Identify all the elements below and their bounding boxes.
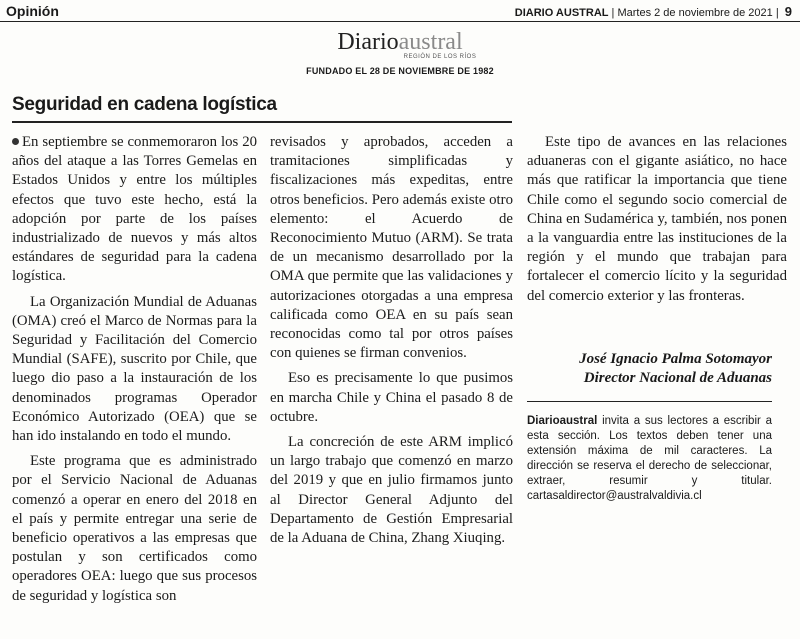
publication-date: | Martes 2 de noviembre de 2021 |	[611, 7, 779, 19]
page-header	[0, 0, 800, 22]
masthead	[290, 30, 510, 76]
publication-name: DIARIO AUSTRAL	[514, 7, 609, 19]
paragraph: Eso es precisamente lo que pusimos en marcha Chile y China el pasado 8 de octubre.	[270, 370, 513, 425]
paragraph: Este tipo de avances en las relaciones aduaneras con el gigante asiático, no hace más que ratificar la importancia que tiene Chile como el segundo socio comercial de China en Sudamérica y, también, nos ponen a la vanguardia entre las instituciones de la región y el mundo que trabajan para fortalecer el comercio lícito y la seguridad del comercio exterior y las fronteras.	[527, 134, 787, 304]
masthead-founded: FUNDADO EL 28 DE NOVIEMBRE DE 1982	[306, 66, 494, 76]
article-column-2	[270, 133, 513, 554]
author-signature	[527, 350, 772, 388]
page-number: 9	[784, 4, 792, 19]
masthead-logo	[290, 30, 510, 54]
bullet-icon	[12, 138, 19, 145]
article-column-1	[12, 133, 257, 612]
author-name: José Ignacio Palma Sotomayor	[579, 351, 772, 367]
letters-infobox	[527, 414, 772, 504]
author-role: Director Nacional de Aduanas	[583, 370, 772, 386]
paragraph: Este programa que es administrado por el Servicio Nacional de Aduanas comenzó a operar en enero del 2018 en el país y permite entregar una serie de beneficio operativos a las empresas que postulan y son certificados como operadores OEA: luego que sus procesos de seguridad y logística son	[12, 453, 257, 604]
paragraph: La Organización Mundial de Aduanas (OMA) creó el Marco de Normas para la Seguridad y Facilitación del Comercio Mundial (SAFE), suscrito por Chile, que luego dio paso a la instauración de los denominados programas Operador Económico Autorizado (OEA) que se han ido instalando en todo el mundo.	[12, 293, 257, 445]
publication-info	[515, 4, 792, 19]
paragraph: La concreción de este ARM implicó un largo trabajo que comenzó en marzo del 2019 y que en julio firmamos junto al Director General Adjunto del Departamento de Gestión Empresarial de la Aduana de China, Zhang Xiuqing.	[270, 434, 513, 547]
logo-part-diario: Diario	[337, 29, 399, 55]
article-column-3	[527, 133, 787, 312]
section-label: Opinión	[6, 3, 59, 19]
paragraph	[12, 133, 257, 287]
infobox-text: invita a sus lectores a escribir a esta sección. Los textos deben tener una extensión máxima de mil caracteres. La dirección se reserva el derecho de seleccionar, extraer, resumir y titular. cartasaldirector@australvaldivia.cl	[527, 415, 772, 502]
article-title: Seguridad en cadena logística	[12, 94, 277, 115]
logo-part-austral: austral	[398, 29, 463, 55]
paragraph-text: En septiembre se conmemoraron los 20 años del ataque a las Torres Gemelas en Estados Unidos y entre los múltiples efectos que tuvo este hecho, está la adopción por parte de los países industrializado de nuevos y más altos estándares de seguridad para la cadena logística.	[12, 134, 257, 285]
masthead-region: REGIÓN DE LOS RÍOS	[403, 54, 477, 60]
title-rule	[12, 121, 512, 123]
header-rule	[0, 21, 800, 22]
paragraph: revisados y aprobados, acceden a tramitaciones simplificadas y fiscalizaciones más expeditas, entre otros beneficios. Pero además existe otro elemento: el Acuerdo de Reconocimiento Mutuo (ARM). Se trata de un mecanismo desarrollado por la OMA que permite que las validaciones y autorizaciones otorgadas a una empresa calificada como OEA en su país sean reconocidas como tal por otros países con quienes se firman convenios.	[270, 134, 513, 362]
infobox-brand: Diarioaustral	[527, 415, 598, 427]
infobox-rule	[527, 401, 772, 402]
